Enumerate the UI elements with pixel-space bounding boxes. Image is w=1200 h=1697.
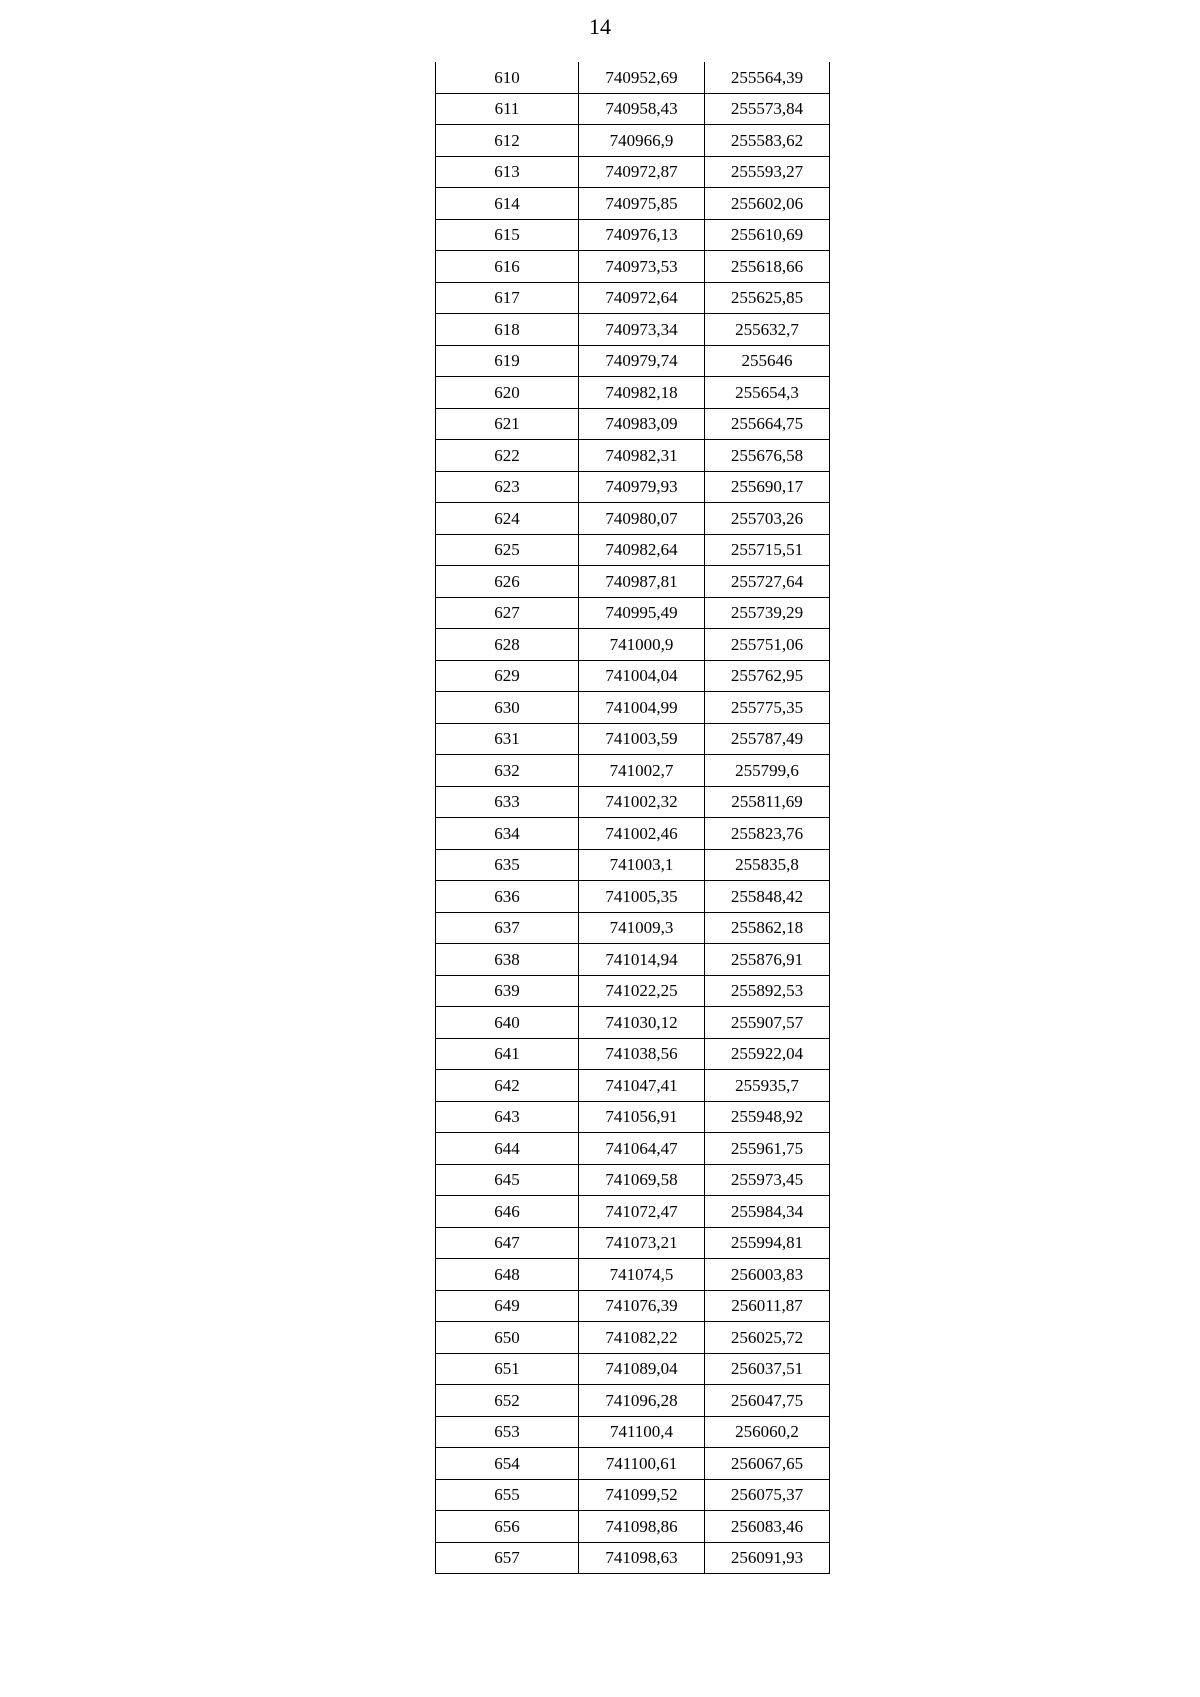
table-row — [436, 1196, 830, 1228]
x-coordinate-cell: 741002,7 — [579, 755, 705, 787]
table-row — [436, 314, 830, 346]
x-coordinate-cell: 740979,74 — [579, 345, 705, 377]
table-row — [436, 1448, 830, 1480]
point-number-cell: 625 — [436, 534, 579, 566]
table-row — [436, 1070, 830, 1102]
point-number-cell: 650 — [436, 1322, 579, 1354]
x-coordinate-cell: 740987,81 — [579, 566, 705, 598]
x-coordinate-cell: 740973,34 — [579, 314, 705, 346]
x-coordinate-cell: 741047,41 — [579, 1070, 705, 1102]
y-coordinate-cell: 255715,51 — [705, 534, 830, 566]
table-row — [436, 62, 830, 93]
y-coordinate-cell: 256011,87 — [705, 1290, 830, 1322]
x-coordinate-cell: 740958,43 — [579, 93, 705, 125]
x-coordinate-cell: 740995,49 — [579, 597, 705, 629]
point-number-cell: 656 — [436, 1511, 579, 1543]
point-number-cell: 639 — [436, 975, 579, 1007]
table-row — [436, 93, 830, 125]
point-number-cell: 626 — [436, 566, 579, 598]
x-coordinate-cell: 741000,9 — [579, 629, 705, 661]
point-number-cell: 630 — [436, 692, 579, 724]
table-row — [436, 188, 830, 220]
point-number-cell: 641 — [436, 1038, 579, 1070]
point-number-cell: 657 — [436, 1542, 579, 1574]
x-coordinate-cell: 741074,5 — [579, 1259, 705, 1291]
y-coordinate-cell: 255935,7 — [705, 1070, 830, 1102]
point-number-cell: 636 — [436, 881, 579, 913]
y-coordinate-cell: 255799,6 — [705, 755, 830, 787]
table-row — [436, 345, 830, 377]
y-coordinate-cell: 255610,69 — [705, 219, 830, 251]
table-row — [436, 1322, 830, 1354]
y-coordinate-cell: 255948,92 — [705, 1101, 830, 1133]
y-coordinate-cell: 256037,51 — [705, 1353, 830, 1385]
point-number-cell: 613 — [436, 156, 579, 188]
y-coordinate-cell: 255676,58 — [705, 440, 830, 472]
x-coordinate-cell: 740973,53 — [579, 251, 705, 283]
table-row — [436, 660, 830, 692]
x-coordinate-cell: 740952,69 — [579, 62, 705, 93]
y-coordinate-cell: 255984,34 — [705, 1196, 830, 1228]
table-row — [436, 1038, 830, 1070]
y-coordinate-cell: 256025,72 — [705, 1322, 830, 1354]
point-number-cell: 652 — [436, 1385, 579, 1417]
y-coordinate-cell: 255787,49 — [705, 723, 830, 755]
table-row — [436, 818, 830, 850]
point-number-cell: 617 — [436, 282, 579, 314]
y-coordinate-cell: 255848,42 — [705, 881, 830, 913]
page-number: 14 — [589, 14, 611, 39]
x-coordinate-cell: 741089,04 — [579, 1353, 705, 1385]
y-coordinate-cell: 255835,8 — [705, 849, 830, 881]
table-row — [436, 282, 830, 314]
table-row — [436, 786, 830, 818]
x-coordinate-cell: 741003,59 — [579, 723, 705, 755]
table-row — [436, 377, 830, 409]
point-number-cell: 619 — [436, 345, 579, 377]
table-row — [436, 881, 830, 913]
table-row — [436, 912, 830, 944]
x-coordinate-cell: 741004,04 — [579, 660, 705, 692]
y-coordinate-cell: 256060,2 — [705, 1416, 830, 1448]
point-number-cell: 632 — [436, 755, 579, 787]
x-coordinate-cell: 741069,58 — [579, 1164, 705, 1196]
point-number-cell: 624 — [436, 503, 579, 535]
x-coordinate-cell: 741064,47 — [579, 1133, 705, 1165]
y-coordinate-cell: 255973,45 — [705, 1164, 830, 1196]
point-number-cell: 637 — [436, 912, 579, 944]
y-coordinate-cell: 256075,37 — [705, 1479, 830, 1511]
table-row — [436, 755, 830, 787]
point-number-cell: 620 — [436, 377, 579, 409]
y-coordinate-cell: 255823,76 — [705, 818, 830, 850]
y-coordinate-cell: 255690,17 — [705, 471, 830, 503]
point-number-cell: 644 — [436, 1133, 579, 1165]
point-number-cell: 646 — [436, 1196, 579, 1228]
point-number-cell: 629 — [436, 660, 579, 692]
y-coordinate-cell: 256047,75 — [705, 1385, 830, 1417]
x-coordinate-cell: 741098,63 — [579, 1542, 705, 1574]
x-coordinate-cell: 740982,18 — [579, 377, 705, 409]
x-coordinate-cell: 740976,13 — [579, 219, 705, 251]
x-coordinate-cell: 740975,85 — [579, 188, 705, 220]
point-number-cell: 631 — [436, 723, 579, 755]
table-row — [436, 534, 830, 566]
point-number-cell: 643 — [436, 1101, 579, 1133]
y-coordinate-cell: 255892,53 — [705, 975, 830, 1007]
y-coordinate-cell: 255703,26 — [705, 503, 830, 535]
point-number-cell: 615 — [436, 219, 579, 251]
table-row — [436, 471, 830, 503]
point-number-cell: 635 — [436, 849, 579, 881]
y-coordinate-cell: 255762,95 — [705, 660, 830, 692]
x-coordinate-cell: 741099,52 — [579, 1479, 705, 1511]
x-coordinate-cell: 741003,1 — [579, 849, 705, 881]
x-coordinate-cell: 740972,87 — [579, 156, 705, 188]
point-number-cell: 611 — [436, 93, 579, 125]
x-coordinate-cell: 740979,93 — [579, 471, 705, 503]
table-row — [436, 723, 830, 755]
table-row — [436, 1416, 830, 1448]
point-number-cell: 651 — [436, 1353, 579, 1385]
point-number-cell: 655 — [436, 1479, 579, 1511]
point-number-cell: 628 — [436, 629, 579, 661]
point-number-cell: 627 — [436, 597, 579, 629]
table-row — [436, 440, 830, 472]
point-number-cell: 648 — [436, 1259, 579, 1291]
y-coordinate-cell: 255573,84 — [705, 93, 830, 125]
table-row — [436, 1385, 830, 1417]
point-number-cell: 614 — [436, 188, 579, 220]
y-coordinate-cell: 255564,39 — [705, 62, 830, 93]
point-number-cell: 622 — [436, 440, 579, 472]
point-number-cell: 621 — [436, 408, 579, 440]
y-coordinate-cell: 255625,85 — [705, 282, 830, 314]
y-coordinate-cell: 255876,91 — [705, 944, 830, 976]
x-coordinate-cell: 741002,32 — [579, 786, 705, 818]
y-coordinate-cell: 255593,27 — [705, 156, 830, 188]
y-coordinate-cell: 256067,65 — [705, 1448, 830, 1480]
table-row — [436, 1007, 830, 1039]
y-coordinate-cell: 255664,75 — [705, 408, 830, 440]
table-row — [436, 1133, 830, 1165]
table-row — [436, 1227, 830, 1259]
x-coordinate-cell: 741100,61 — [579, 1448, 705, 1480]
x-coordinate-cell: 741100,4 — [579, 1416, 705, 1448]
table-row — [436, 156, 830, 188]
table-row — [436, 1542, 830, 1574]
table-row — [436, 849, 830, 881]
y-coordinate-cell: 256003,83 — [705, 1259, 830, 1291]
table-row — [436, 251, 830, 283]
table-row — [436, 597, 830, 629]
point-number-cell: 654 — [436, 1448, 579, 1480]
x-coordinate-cell: 741096,28 — [579, 1385, 705, 1417]
point-number-cell: 634 — [436, 818, 579, 850]
table-row — [436, 629, 830, 661]
x-coordinate-cell: 740983,09 — [579, 408, 705, 440]
x-coordinate-cell: 741038,56 — [579, 1038, 705, 1070]
y-coordinate-cell: 255775,35 — [705, 692, 830, 724]
x-coordinate-cell: 741005,35 — [579, 881, 705, 913]
point-number-cell: 653 — [436, 1416, 579, 1448]
table-row — [436, 692, 830, 724]
y-coordinate-cell: 255862,18 — [705, 912, 830, 944]
point-number-cell: 616 — [436, 251, 579, 283]
y-coordinate-cell: 255583,62 — [705, 125, 830, 157]
x-coordinate-cell: 740982,64 — [579, 534, 705, 566]
table-row — [436, 975, 830, 1007]
point-number-cell: 640 — [436, 1007, 579, 1039]
x-coordinate-cell: 741009,3 — [579, 912, 705, 944]
x-coordinate-cell: 741022,25 — [579, 975, 705, 1007]
point-number-cell: 645 — [436, 1164, 579, 1196]
table-row — [436, 503, 830, 535]
point-number-cell: 618 — [436, 314, 579, 346]
y-coordinate-cell: 255751,06 — [705, 629, 830, 661]
y-coordinate-cell: 255961,75 — [705, 1133, 830, 1165]
y-coordinate-cell: 255727,64 — [705, 566, 830, 598]
x-coordinate-cell: 741014,94 — [579, 944, 705, 976]
x-coordinate-cell: 740982,31 — [579, 440, 705, 472]
table-row — [436, 944, 830, 976]
table-row — [436, 1259, 830, 1291]
x-coordinate-cell: 741072,47 — [579, 1196, 705, 1228]
table-row — [436, 1353, 830, 1385]
x-coordinate-cell: 741076,39 — [579, 1290, 705, 1322]
coordinates-table-body — [436, 62, 830, 1574]
table-row — [436, 219, 830, 251]
point-number-cell: 649 — [436, 1290, 579, 1322]
table-row — [436, 1479, 830, 1511]
y-coordinate-cell: 255994,81 — [705, 1227, 830, 1259]
y-coordinate-cell: 255602,06 — [705, 188, 830, 220]
table-row — [436, 1101, 830, 1133]
x-coordinate-cell: 741030,12 — [579, 1007, 705, 1039]
y-coordinate-cell: 255618,66 — [705, 251, 830, 283]
x-coordinate-cell: 741082,22 — [579, 1322, 705, 1354]
x-coordinate-cell: 741004,99 — [579, 692, 705, 724]
x-coordinate-cell: 741002,46 — [579, 818, 705, 850]
x-coordinate-cell: 740966,9 — [579, 125, 705, 157]
point-number-cell: 642 — [436, 1070, 579, 1102]
table-row — [436, 566, 830, 598]
y-coordinate-cell: 255922,04 — [705, 1038, 830, 1070]
y-coordinate-cell: 255907,57 — [705, 1007, 830, 1039]
point-number-cell: 638 — [436, 944, 579, 976]
point-number-cell: 633 — [436, 786, 579, 818]
y-coordinate-cell: 255654,3 — [705, 377, 830, 409]
x-coordinate-cell: 741073,21 — [579, 1227, 705, 1259]
table-row — [436, 1164, 830, 1196]
y-coordinate-cell: 255739,29 — [705, 597, 830, 629]
coordinates-table — [435, 62, 830, 1574]
x-coordinate-cell: 741056,91 — [579, 1101, 705, 1133]
table-row — [436, 408, 830, 440]
point-number-cell: 610 — [436, 62, 579, 93]
y-coordinate-cell: 255811,69 — [705, 786, 830, 818]
table-row — [436, 1511, 830, 1543]
table-row — [436, 1290, 830, 1322]
point-number-cell: 612 — [436, 125, 579, 157]
x-coordinate-cell: 740980,07 — [579, 503, 705, 535]
x-coordinate-cell: 741098,86 — [579, 1511, 705, 1543]
y-coordinate-cell: 256091,93 — [705, 1542, 830, 1574]
y-coordinate-cell: 255632,7 — [705, 314, 830, 346]
point-number-cell: 647 — [436, 1227, 579, 1259]
point-number-cell: 623 — [436, 471, 579, 503]
x-coordinate-cell: 740972,64 — [579, 282, 705, 314]
y-coordinate-cell: 256083,46 — [705, 1511, 830, 1543]
table-row — [436, 125, 830, 157]
y-coordinate-cell: 255646 — [705, 345, 830, 377]
